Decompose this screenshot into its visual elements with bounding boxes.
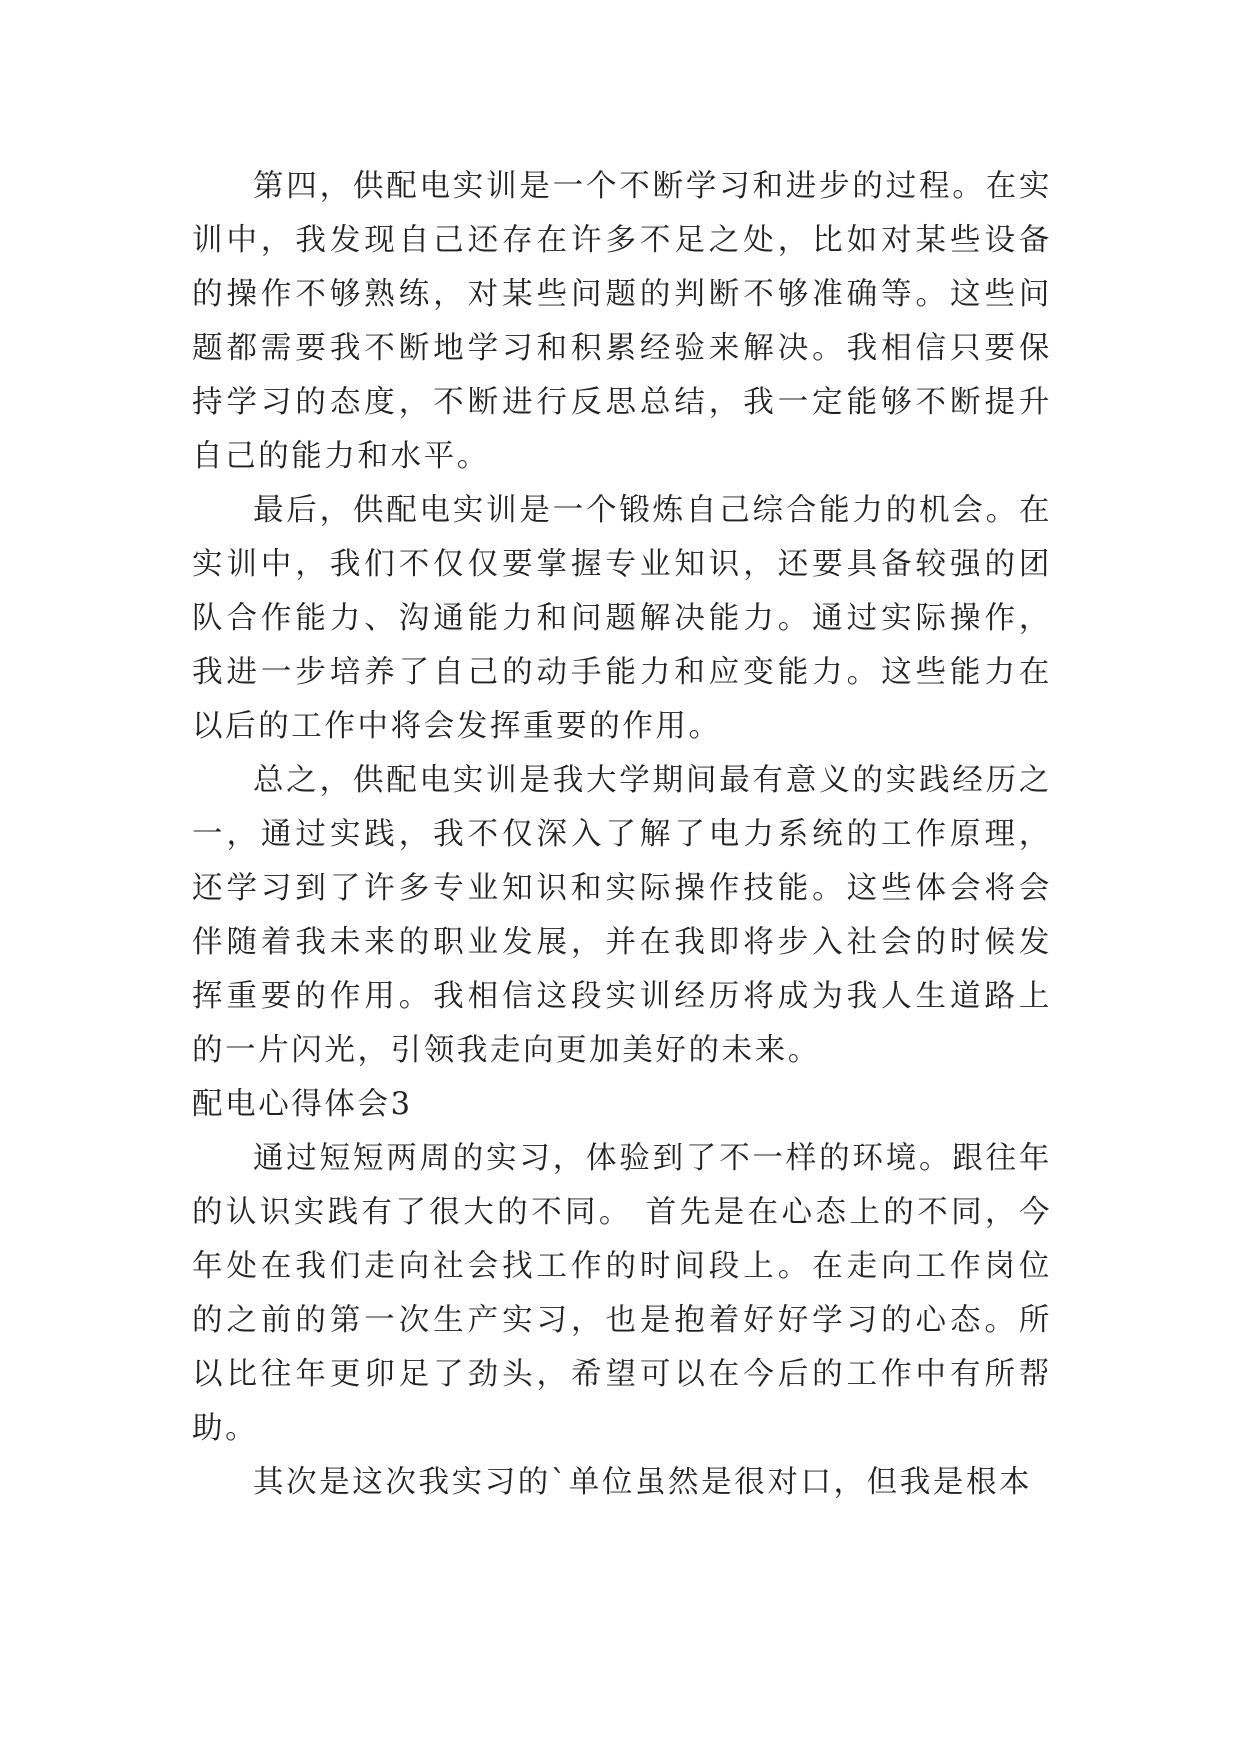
paragraph-comprehensive-ability: 最后，供配电实训是一个锻炼自己综合能力的机会。在实训中，我们不仅仅要掌握专业知识，还要具备较强的团队合作能力、沟通能力和问题解决能力。通过实际操作，我进一步培养了自己的动手能力和应变能力。这些能力在以后的工作中将会发挥重要的作用。 <box>192 493 1052 744</box>
paragraph-internship-unit: 其次是这次我实习的`单位虽然是很对口，但我是根本 <box>253 1465 1033 1500</box>
paragraph-training-progress: 第四，供配电实训是一个不断学习和进步的过程。在实训中，我发现自己还存在许多不足之处，比如对某些设备的操作不够熟练，对某些问题的判断不够准确等。这些问题都需要我不断地学习和积累经验来解决。我相信只要保持学习的态度，不断进行反思总结，我一定能够不断提升自己的能力和水平。 <box>192 169 1052 474</box>
section-heading: 配电心得体会3 <box>192 1087 413 1122</box>
paragraph-internship-experience: 通过短短两周的实习，体验到了不一样的环境。跟往年的认识实践有了很大的不同。 首先是在心态上的不同，今年处在我们走向社会找工作的时间段上。在走向工作岗位的之前的第一次生产实习，也是抱着好好学习的心态。所以比往年更卯足了劲头，希望可以在今后的工作中有所帮助。 <box>192 1141 1052 1446</box>
document-body <box>192 160 1052 1510</box>
paragraph-summary: 总之，供配电实训是我大学期间最有意义的实践经历之一，通过实践，我不仅深入了解了电力系统的工作原理，还学习到了许多专业知识和实际操作技能。这些体会将会伴随着我未来的职业发展，并在我即将步入社会的时候发挥重要的作用。我相信这段实训经历将成为我人生道路上的一片闪光，引领我走向更加美好的未来。 <box>192 763 1052 1068</box>
